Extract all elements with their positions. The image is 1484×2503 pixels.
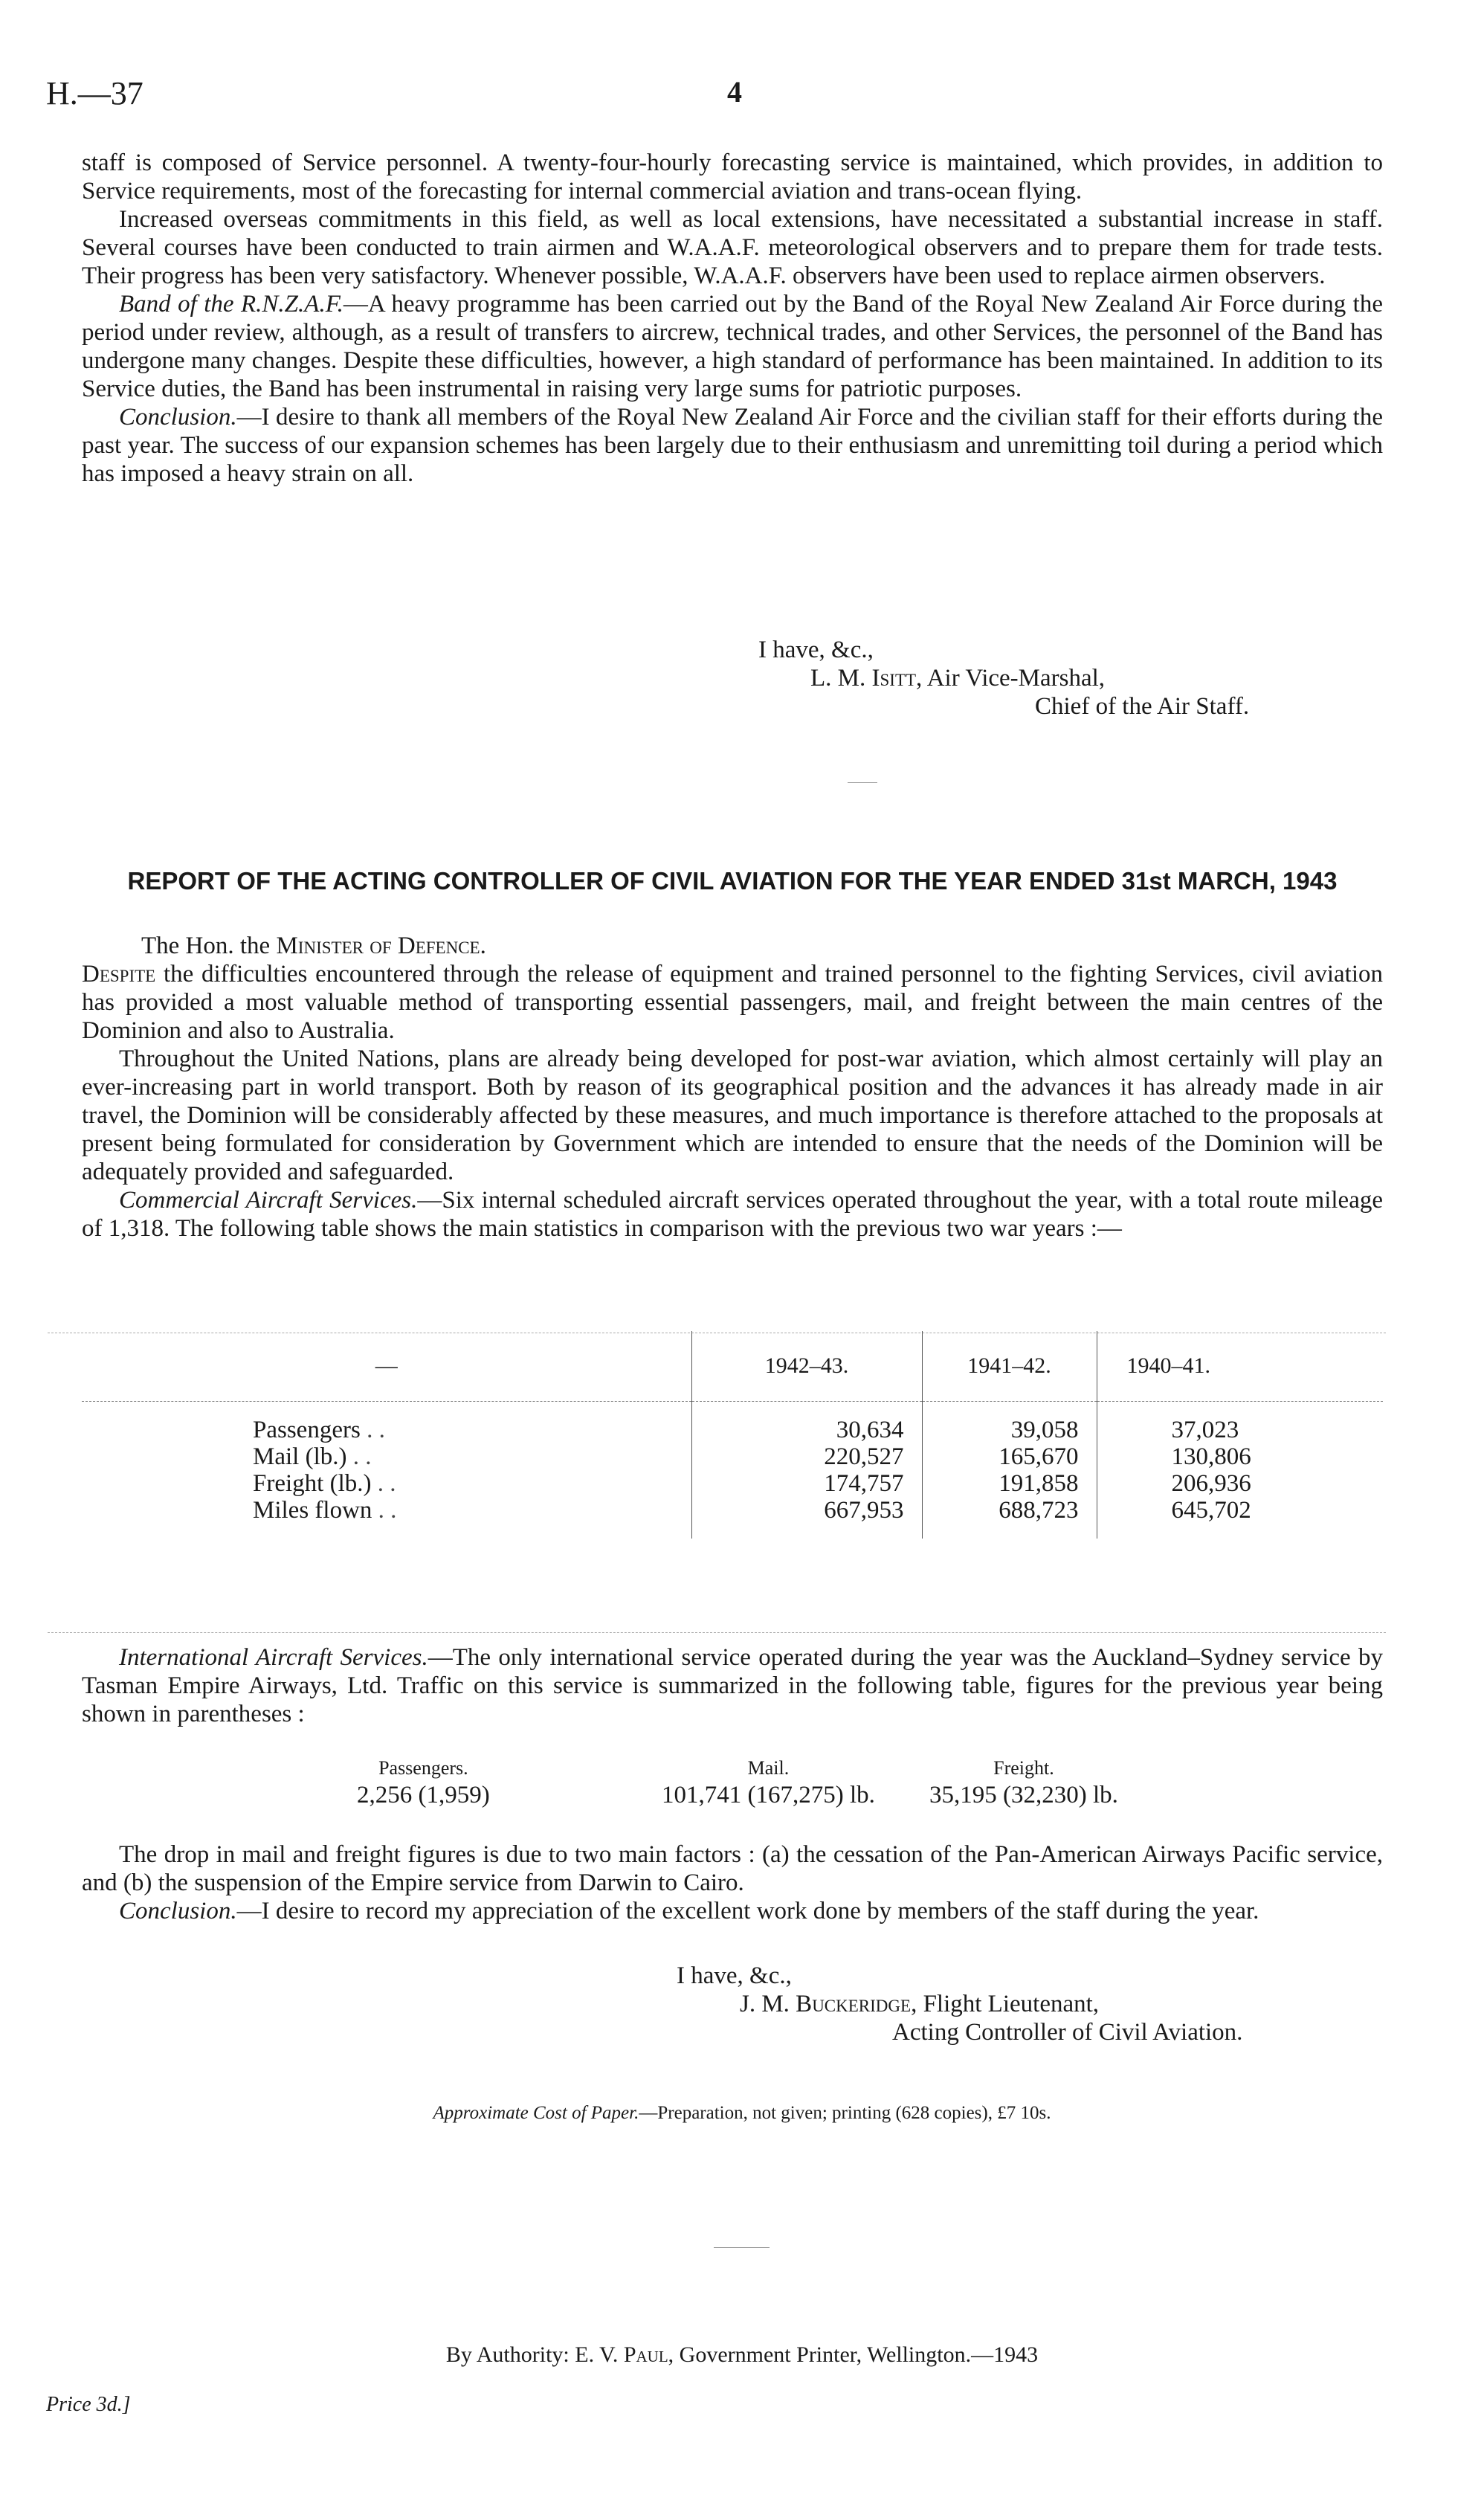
cost-heading: Approximate Cost of Paper. bbox=[433, 2103, 639, 2123]
leader-dots: . . bbox=[377, 1470, 396, 1497]
row-label-text: Miles flown bbox=[253, 1497, 372, 1524]
table-cell: 206,936 bbox=[1097, 1470, 1383, 1497]
intl-value: 101,741 (167,275) lb. bbox=[662, 1782, 875, 1808]
table-cell: 130,806 bbox=[1097, 1443, 1383, 1470]
cost-of-paper bbox=[0, 2103, 1484, 2124]
table-row bbox=[82, 1402, 1383, 1444]
table-cell: 37,023 bbox=[1097, 1402, 1383, 1444]
international-section bbox=[82, 1643, 1383, 1728]
intl-label: Passengers. bbox=[378, 1757, 468, 1779]
salutation bbox=[82, 932, 1383, 960]
table-cell: 688,723 bbox=[922, 1497, 1097, 1539]
paragraph-drop: The drop in mail and freight figures is due to two main factors : (a) the cessation of the Pan-American Airways Pacific service, and (b) the suspension of the Empire service from Darwin to Cairo. bbox=[82, 1841, 1383, 1896]
civil-intro-section bbox=[82, 932, 1383, 1243]
conclusion-text: —I desire to thank all members of the Royal New Zealand Air Force and the civilian staff for their efforts during the past year. The success of our expansion schemes has been largely due to their enthusiasm and unremitting toil during a period which has imposed a heavy strain on all. bbox=[82, 404, 1383, 487]
table-cell: 220,527 bbox=[691, 1443, 922, 1470]
despite-lead: Despite bbox=[82, 961, 156, 988]
section-divider bbox=[848, 782, 877, 783]
salutation-prefix: The Hon. the bbox=[141, 932, 277, 959]
paragraph-conclusion bbox=[82, 403, 1383, 488]
price: Price 3d.] bbox=[46, 2393, 131, 2416]
paragraph-civil-conclusion bbox=[82, 1897, 1383, 1925]
table-row bbox=[82, 1470, 1383, 1497]
intl-value: 35,195 (32,230) lb. bbox=[929, 1782, 1118, 1808]
column-header: 1941–42. bbox=[922, 1331, 1097, 1402]
report-title: REPORT OF THE ACTING CONTROLLER OF CIVIL AVIATION FOR THE YEAR ENDED 31st MARCH, 1943 bbox=[127, 867, 1338, 895]
air-staff-section bbox=[82, 149, 1383, 488]
civil-signature-name: J. M. Buckeridge bbox=[740, 1991, 912, 2017]
despite-text: the difficulties encountered through the release of equipment and trained personnel to the fighting Services, civil aviation has provided a most valuable method of transporting essential passengers, mail, and freight between the main centres of the Dominion and also to Australia. bbox=[82, 961, 1383, 1044]
table-header-row bbox=[82, 1331, 1383, 1402]
table-row bbox=[82, 1497, 1383, 1539]
air-signature-name-line bbox=[810, 664, 1105, 692]
authority-suffix: , Government Printer, Wellington.—1943 bbox=[668, 2342, 1039, 2367]
printer-name: Paul bbox=[623, 2342, 668, 2367]
authority-prefix: By Authority: E. V. bbox=[445, 2342, 624, 2367]
air-signature-title: Chief of the Air Staff. bbox=[1035, 693, 1250, 720]
footer-divider bbox=[714, 2247, 770, 2248]
civil-conclusion-heading: Conclusion. bbox=[119, 1898, 237, 1924]
civil-signature-name-line bbox=[740, 1990, 1099, 2018]
document-reference: H.—37 bbox=[46, 75, 143, 112]
row-label bbox=[82, 1402, 691, 1444]
conclusion-heading: Conclusion. bbox=[119, 404, 237, 431]
intl-label: Freight. bbox=[993, 1757, 1054, 1779]
air-signature-greeting: I have, &c., bbox=[758, 637, 874, 663]
civil-conclusion-text: —I desire to record my appreciation of the excellent work done by members of the staff during the year. bbox=[236, 1898, 1259, 1924]
commercial-heading: Commercial Aircraft Services. bbox=[119, 1187, 418, 1214]
band-heading: Band of the R.N.Z.A.F. bbox=[119, 291, 343, 318]
table-bottom-rule bbox=[48, 1632, 1386, 1633]
table-cell: 30,634 bbox=[691, 1402, 922, 1444]
intl-freight bbox=[929, 1755, 1118, 1808]
row-label-text: Passengers bbox=[253, 1417, 361, 1443]
international-heading: International Aircraft Services. bbox=[119, 1644, 428, 1671]
paragraph-band bbox=[82, 290, 1383, 403]
leader-dots: . . bbox=[378, 1497, 397, 1524]
paragraph-overseas: Increased overseas commitments in this field, as well as local extensions, have necessitated a substantial increase in staff. Several courses have been conducted to train airmen and W.A.A.F. meteorological observers and to prepare them for trade tests. Their progress has been very satisfactory. Whenever possible, W.A.A.F. observers have been used to replace airmen observers. bbox=[82, 206, 1383, 289]
row-label bbox=[82, 1497, 691, 1539]
air-signature-name: L. M. Isitt bbox=[810, 665, 917, 692]
civil-closing-section bbox=[82, 1840, 1383, 1925]
paragraph-commercial bbox=[82, 1186, 1383, 1243]
intl-label: Mail. bbox=[747, 1757, 790, 1779]
table-cell: 39,058 bbox=[922, 1402, 1097, 1444]
paragraph-despite bbox=[82, 960, 1383, 1045]
table-cell: 165,670 bbox=[922, 1443, 1097, 1470]
printer-authority bbox=[0, 2342, 1484, 2368]
paragraph-staff: staff is composed of Service personnel. A twenty-four-hourly forecasting service is maintained, which provides, in addition to Service requirements, most of the forecasting for internal commercial aviation and trans-ocean flying. bbox=[82, 149, 1383, 204]
band-text: —A heavy programme has been carried out by the Band of the Royal New Zealand Air Force during the period under review, although, as a result of transfers to aircrew, technical trades, and other Services, the personnel of the Band has undergone many changes. Despite these difficulties, however, a high standard of performance has been maintained. In addition to its Service duties, the Band has been instrumental in raising very large sums for patriotic purposes. bbox=[82, 291, 1383, 402]
table-cell: 174,757 bbox=[691, 1470, 922, 1497]
paragraph-united-nations: Throughout the United Nations, plans are already being developed for post-war aviation, which almost certainly will play an ever-increasing part in world transport. Both by reason of its geographical position and the advances it has already made in air travel, the Dominion will be considerably affected by these measures, and much importance is therefore attached to the proposals at present being formulated for consideration by Government which are intended to ensure that the needs of the Dominion will be adequately provided and safeguarded. bbox=[82, 1046, 1383, 1185]
page-number: 4 bbox=[727, 75, 742, 109]
row-label bbox=[82, 1443, 691, 1470]
civil-signature-title: Acting Controller of Civil Aviation. bbox=[892, 2019, 1243, 2046]
page-header bbox=[0, 74, 1484, 119]
paragraph-international bbox=[82, 1643, 1383, 1728]
table-row bbox=[82, 1443, 1383, 1470]
civil-signature-rank: , Flight Lieutenant, bbox=[911, 1991, 1100, 2017]
row-label bbox=[82, 1470, 691, 1497]
column-header: 1940–41. bbox=[1097, 1331, 1383, 1402]
leader-dots: . . bbox=[352, 1443, 372, 1470]
table-cell: 667,953 bbox=[691, 1497, 922, 1539]
table-corner: — bbox=[82, 1331, 691, 1402]
row-label-text: Mail (lb.) bbox=[253, 1443, 347, 1470]
commercial-stats-table bbox=[82, 1331, 1383, 1539]
leader-dots: . . bbox=[367, 1417, 385, 1443]
cost-text: —Preparation, not given; printing (628 copies), £7 10s. bbox=[639, 2103, 1051, 2123]
commercial-text: —Six internal scheduled aircraft services operated throughout the year, with a total route mileage of 1,318. The following table shows the main statistics in comparison with the previous two war years :— bbox=[82, 1187, 1383, 1242]
air-signature-rank: , Air Vice-Marshal, bbox=[916, 665, 1106, 692]
civil-signature-greeting: I have, &c., bbox=[677, 1962, 792, 1989]
table-cell: 645,702 bbox=[1097, 1497, 1383, 1539]
intl-mail bbox=[662, 1755, 875, 1808]
intl-value: 2,256 (1,959) bbox=[357, 1782, 490, 1808]
column-header: 1942–43. bbox=[691, 1331, 922, 1402]
row-label-text: Freight (lb.) bbox=[253, 1470, 372, 1497]
table-cell: 191,858 bbox=[922, 1470, 1097, 1497]
salutation-minister: Minister of Defence bbox=[276, 932, 480, 959]
salutation-suffix: . bbox=[480, 932, 486, 959]
intl-passengers bbox=[357, 1755, 490, 1808]
international-text: —The only international service operated during the year was the Auckland–Sydney service by Tasman Empire Airways, Ltd. Traffic on this service is summarized in the following table, figures for the previous year being shown in parentheses : bbox=[82, 1644, 1383, 1727]
